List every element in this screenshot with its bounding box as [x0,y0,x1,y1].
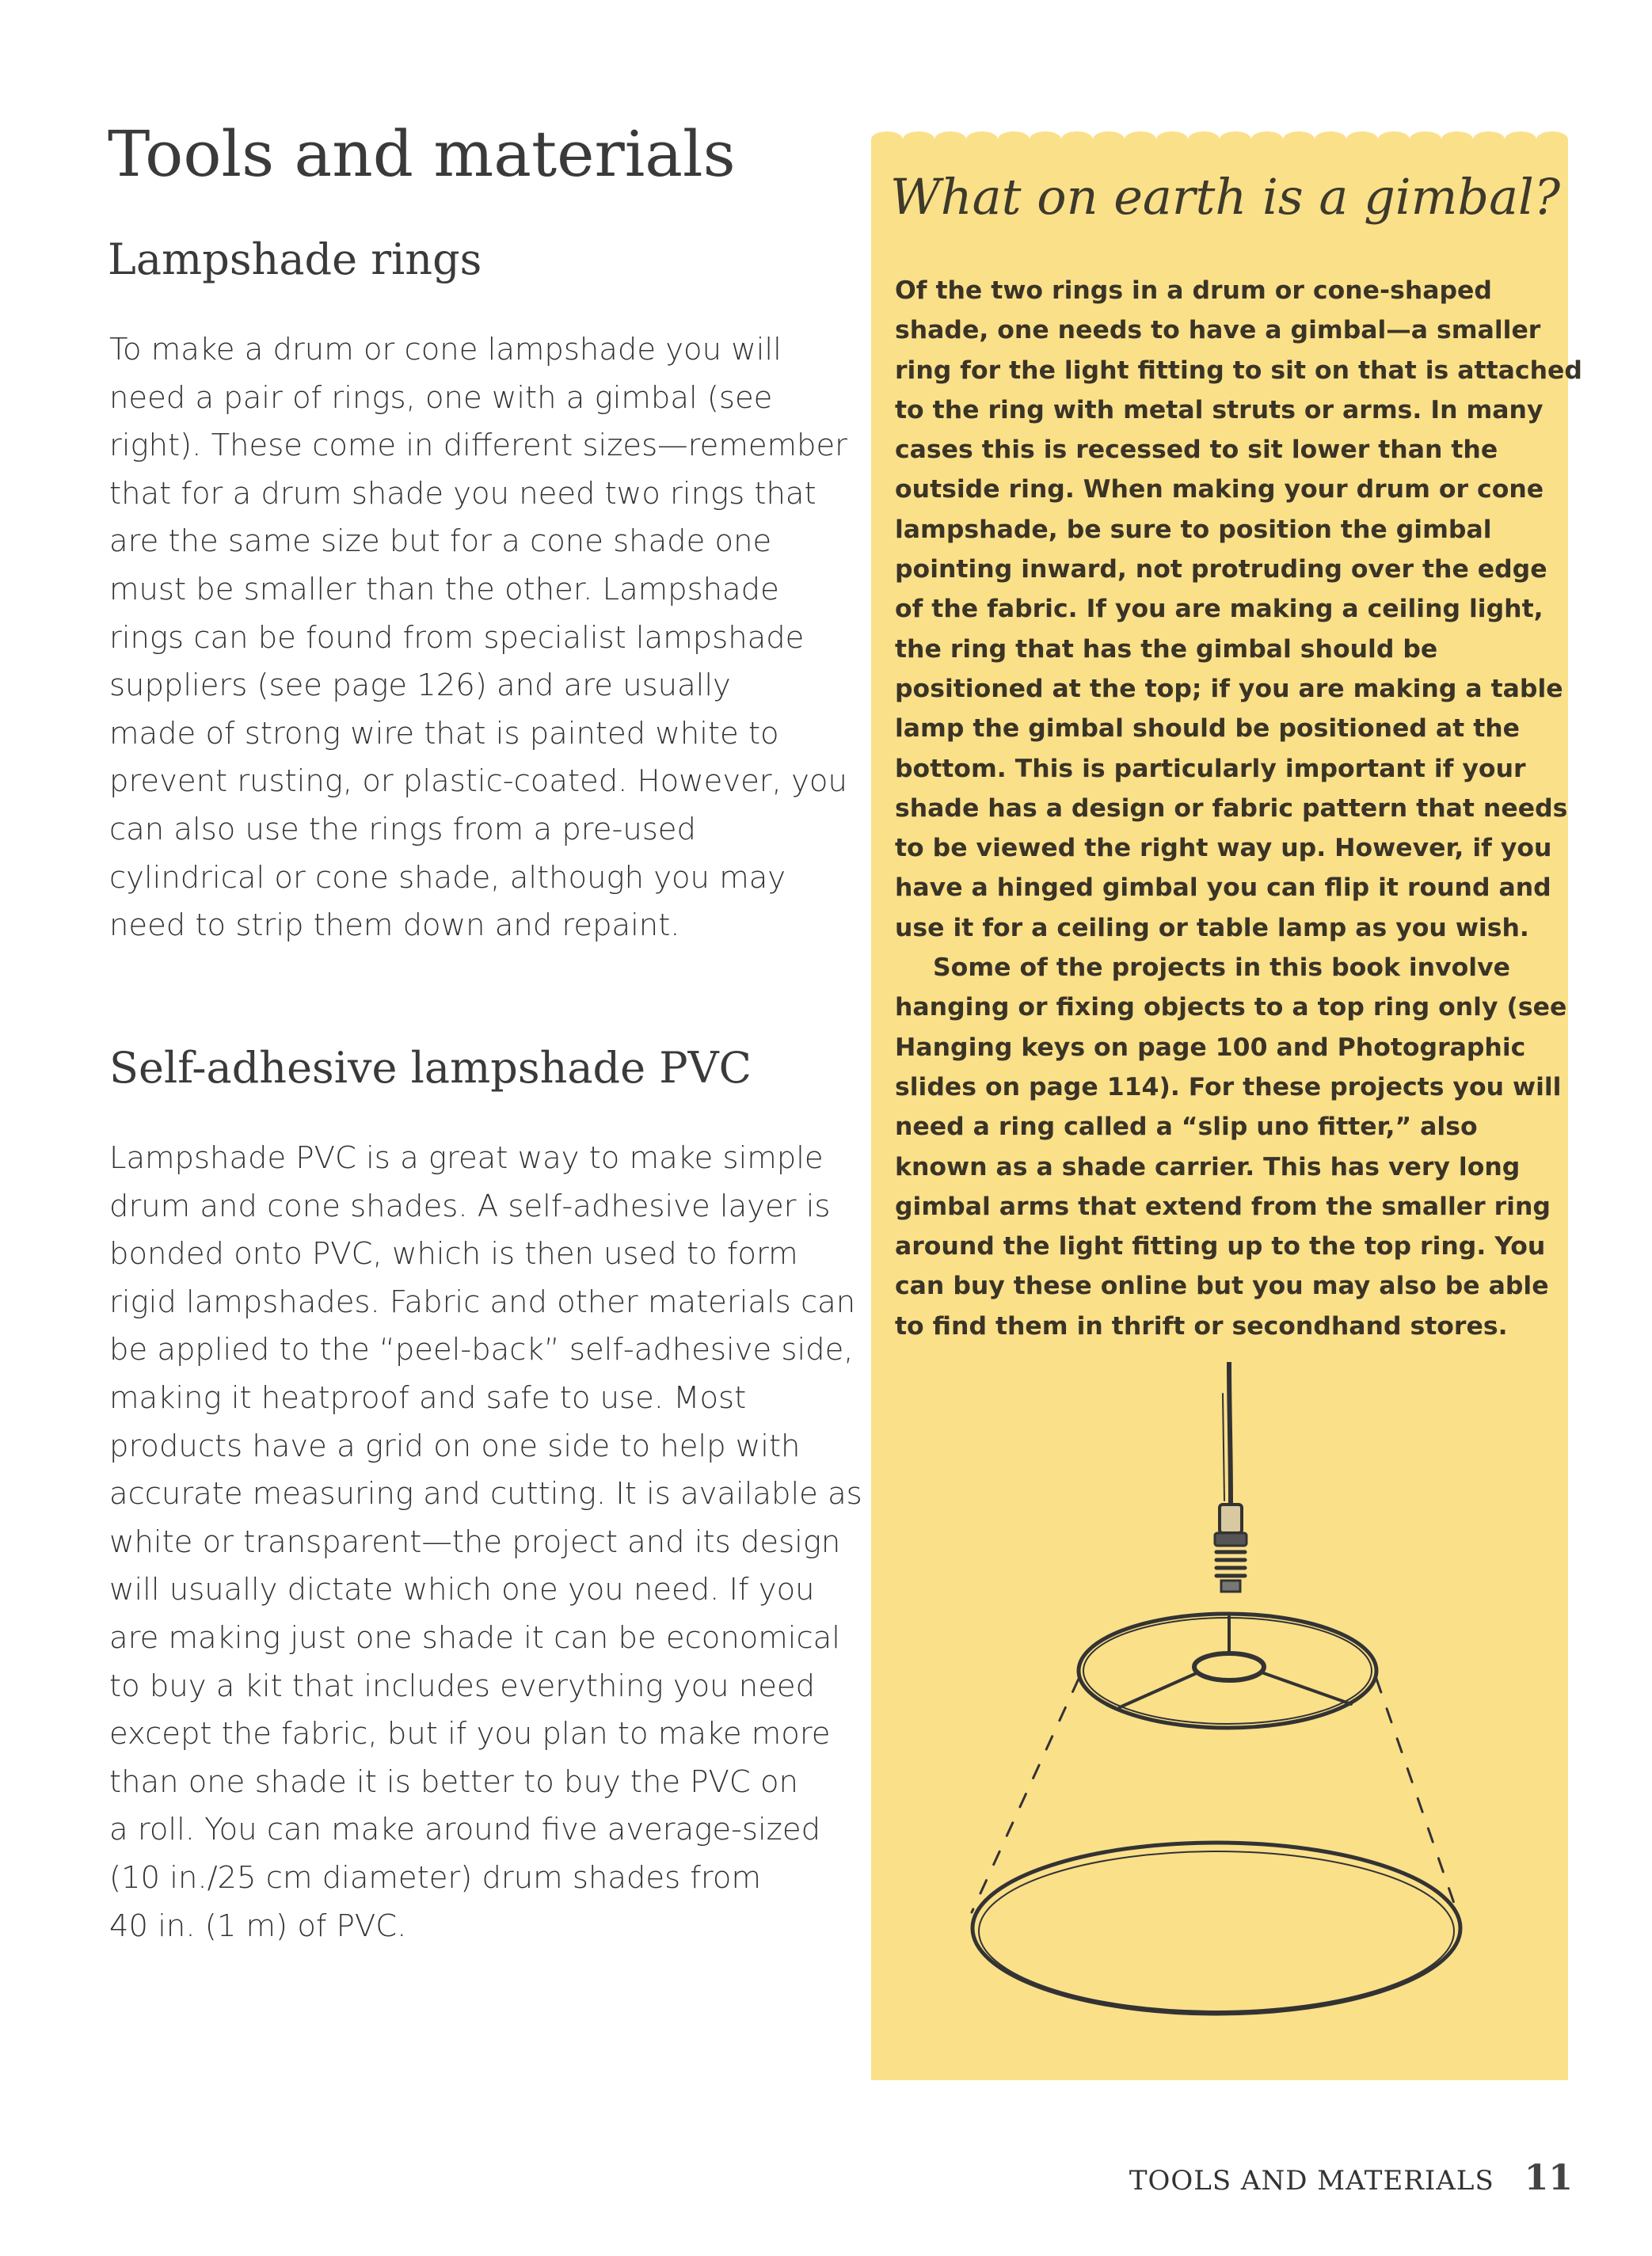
lampshade-rings-gimbal-illustration [950,1362,1497,2043]
page-number: 11 [1524,2158,1573,2198]
sidebar-text-line: hanging or fixing objects to a top ring only (see [895,993,1567,1022]
sidebar-text-line: can buy these online but you may also be able [895,1272,1549,1301]
text-line: cylindrical or cone shade, although you may [109,859,786,896]
text-line: are making just one shade it can be economical [109,1619,840,1656]
pvc-body [109,1135,862,1950]
text-line: 40 in. (1 m) of PVC. [109,1908,407,1944]
text-line: need a pair of rings, one with a gimbal (see [109,379,773,416]
text-line: than one shade it is better to buy the PVC on [109,1763,798,1800]
sidebar-title: What on earth is a gimbal? [890,168,1561,226]
sidebar-text-line: to find them in thrift or secondhand stores. [895,1311,1508,1341]
sidebar-text-line: Hanging keys on page 100 and Photographic [895,1033,1526,1062]
page-footer [1129,2158,1573,2198]
text-line: Lampshade PVC is a great way to make simple [109,1140,824,1176]
sidebar-text-line: gimbal arms that extend from the smaller ring [895,1192,1551,1221]
sidebar-text-line: shade, one needs to have a gimbal—a smaller [895,316,1541,345]
sidebar-text-line: to the ring with metal struts or arms. In many [895,395,1544,424]
text-line: products have a grid on one side to help with [109,1428,801,1464]
text-line: are the same size but for a cone shade one [109,523,772,560]
sidebar-text-line: have a hinged gimbal you can flip it round and [895,873,1551,903]
text-line: made of strong wire that is painted white to [109,715,779,751]
text-line: rings can be found from specialist lampshade [109,619,805,656]
text-line: bonded onto PVC, which is then used to form [109,1236,798,1273]
sidebar-text-line: use it for a ceiling or table lamp as you wish. [895,913,1529,942]
text-line: accurate measuring and cutting. It is available as [109,1476,862,1512]
text-line: drum and cone shades. A self-adhesive layer is [109,1188,831,1224]
text-line: prevent rusting, or plastic-coated. However, you [109,763,847,800]
text-line: a roll. You can make around five average-sized [109,1812,821,1848]
text-line: need to strip them down and repaint. [109,907,680,944]
text-line: right). These come in different sizes—remember [109,428,847,464]
lampshade-rings-heading: Lampshade rings [108,234,482,284]
sidebar-text-line: lampshade, be sure to position the gimbal [895,515,1492,544]
text-line: To make a drum or cone lampshade you will [109,332,782,367]
sidebar-body [895,271,1582,1346]
text-line: except the fabric, but if you plan to make more [109,1716,831,1752]
sidebar-text-line: lamp the gimbal should be positioned at the [895,714,1521,744]
text-line: white or transparent—the project and its design [109,1524,841,1560]
sidebar-text-line: ring for the light fitting to sit on that is attached [895,356,1582,385]
text-line: (10 in./25 cm diameter) drum shades from [109,1859,761,1896]
text-line: be applied to the “peel-back” self-adhesive side, [109,1332,854,1368]
sidebar-text-line: around the light fitting up to the top ring. You [895,1232,1546,1261]
text-line: to buy a kit that includes everything you need [109,1668,816,1704]
sidebar-text-line: pointing inward, not protruding over the edge [895,555,1547,584]
text-line: must be smaller than the other. Lampshade [109,571,779,607]
sidebar-text-line: Of the two rings in a drum or cone-shaped [895,276,1492,305]
sidebar-text-line: to be viewed the right way up. However, if you [895,834,1552,863]
sidebar-text-line: the ring that has the gimbal should be [895,634,1438,664]
sidebar-text-line: need a ring called a “slip uno fitter,” also [895,1113,1478,1142]
sidebar-text-line: slides on page 114). For these projects you will [895,1072,1562,1101]
text-line: rigid lampshades. Fabric and other materials can [109,1284,856,1320]
sidebar-text-line: bottom. This is particularly important if your [895,754,1526,783]
running-footer: TOOLS AND MATERIALS [1129,2165,1494,2197]
lampshade-rings-body [109,326,847,950]
text-line: will usually dictate which one you need. If you [109,1572,815,1608]
page-title: Tools and materials [108,117,736,191]
sidebar-text-line: shade has a design or fabric pattern that needs [895,793,1568,823]
sidebar-text-line: cases this is recessed to sit lower than the [895,436,1498,465]
scalloped-edge [871,130,1568,147]
sidebar-text-line: positioned at the top; if you are making a table [895,674,1563,703]
sidebar-text-line: outside ring. When making your drum or cone [895,475,1544,504]
pvc-heading: Self-adhesive lampshade PVC [109,1043,752,1093]
text-line: making it heatproof and safe to use. Most [109,1379,747,1416]
sidebar-text-line: Some of the projects in this book involve [933,953,1510,983]
text-line: suppliers (see page 126) and are usually [109,668,731,704]
sidebar-text-line: of the fabric. If you are making a ceiling light, [895,595,1544,624]
text-line: that for a drum shade you need two rings that [109,475,816,512]
text-line: can also use the rings from a pre-used [109,811,696,847]
sidebar-text-line: known as a shade carrier. This has very long [895,1152,1521,1181]
